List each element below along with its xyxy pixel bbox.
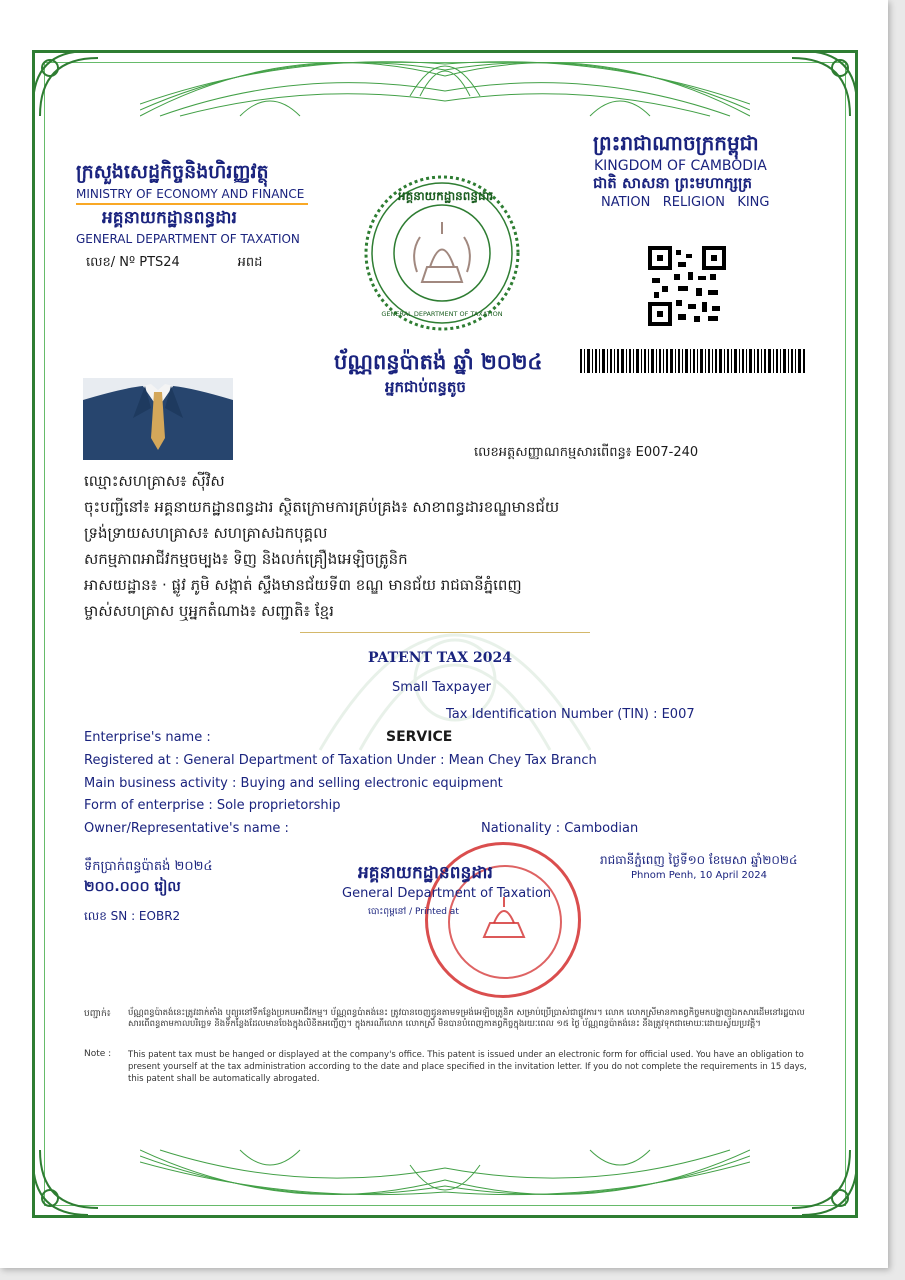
tin-km: លេខអត្តសញ្ញាណកម្មសារពើពន្ធ៖ E007-240 xyxy=(474,445,699,460)
taxpayer-photo xyxy=(83,378,233,460)
enterprise-name-value: SERVICE xyxy=(386,729,453,745)
issue-date-km: រាជធានីភ្នំពេញ ថ្ងៃទី១០ ខែមេសា ឆ្នាំ២០២៤ xyxy=(600,853,798,867)
note-text-km: ប័ណ្ណពន្ធប៉ាតង់នេះត្រូវដាក់តាំង ឬព្យួរនៅទីកន្លែងប្រកបអាជីវកម្ម។ ប័ណ្ណពន្ធប៉ាតង់នេះ ត្រូវបានចេញជូនតាមទម្រង់អេឡិចត្រូនិក សម្រាប់ប្រើប្រាស់ជាផ្លូវការ។ លោក លោកស្រីមានកាតព្វកិច្ចមកបង្ហាញឯកសារដើមនៅរដ្ឋបាលសារពើពន្ធតាមកាលបរិច្ឆេទ និងទីកន្លែងដែលមានចែងក្នុងលិខិតអញ្ជើញ។ ក្នុងករណីលោក លោកស្រី មិនបានបំពេញកាតព្វកិច្ចក្នុងរយៈពេល ១៥ ថ្ងៃ ប័ណ្ណពន្ធប៉ាតង់នេះ នឹងត្រូវទុកជាមោឃៈដោយស្វ័យប្រវត្តិ។ xyxy=(128,1008,805,1029)
bottom-ornament xyxy=(140,1140,750,1220)
corner-ornament-bottom-right xyxy=(772,1130,862,1220)
note-text-en: This patent tax must be hanged or displayed at the company's office. This patent is issued under an electronic form for official used. You have an obligation to present yourself at the tax administration according to the date and place specified in the invitation letter. If you do not complete the requirements in 15 days, this patent shall be automatically abrogated. xyxy=(128,1050,807,1084)
note-label-en: Note : xyxy=(84,1049,112,1059)
taxpayer-type-en: Small Taxpayer xyxy=(392,680,491,695)
seal-ring-bottom-text: GENERAL DEPARTMENT OF TAXATION xyxy=(381,310,503,318)
owner-label-en: Owner/Representative's name : xyxy=(84,821,289,836)
ministry-name-en: MINISTRY OF ECONOMY AND FINANCE xyxy=(76,187,305,201)
ministry-name-km: ក្រសួងសេដ្ឋកិច្ចនិងហិរញ្ញវត្ថុ xyxy=(76,161,269,183)
seal-ring-top-text: អគ្គនាយកដ្ឋានពន្ធដារ xyxy=(398,189,494,203)
top-ornament xyxy=(140,36,750,126)
address-km: អាសយដ្ឋាន៖ · ផ្លូវ ភូមិ សង្កាត់ ស្ទឹងមានជ័យទី៣ ខណ្ឌ មានជ័យ រាជធានីភ្នំពេញ xyxy=(84,576,522,594)
printed-at: បោះពុម្ពនៅ / Printed at xyxy=(368,907,459,917)
amount-value-km: ២០០.០០០ រៀល xyxy=(84,879,181,895)
corner-ornament-top-right xyxy=(772,46,862,136)
section-divider xyxy=(300,632,590,633)
amount-label-km: ទឹកប្រាក់ពន្ធប៉ាតង់ ២០២៤ xyxy=(84,859,213,874)
registered-at-km: ចុះបញ្ជីនៅ៖ អគ្គនាយកដ្ឋានពន្ធដារ ស្ថិតក្រោមការគ្រប់គ្រង៖ សាខាពន្ធដារខណ្ឌមានជ័យ xyxy=(84,498,560,516)
certificate-title-km: ប័ណ្ណពន្ធប៉ាតង់ ឆ្នាំ ២០២៤ xyxy=(334,350,543,374)
stamp-emblem-icon xyxy=(476,893,532,949)
nationality-en: Nationality : Cambodian xyxy=(481,821,639,836)
corner-ornament-bottom-left xyxy=(28,1130,118,1220)
certificate-subtitle-km: អ្នកជាប់ពន្ធតូច xyxy=(385,378,466,396)
note-label-km: បញ្ជាក់៖ xyxy=(84,1009,111,1019)
gdt-seal xyxy=(362,172,522,334)
reference-number: លេខ/ Nº PTS24 អពដ xyxy=(86,255,263,270)
patent-title-en: PATENT TAX 2024 xyxy=(368,650,512,666)
business-activity-en: Main business activity : Buying and selling electronic equipment xyxy=(84,776,503,791)
enterprise-name-label: Enterprise's name : xyxy=(84,730,211,745)
business-activity-km: សកម្មភាពអាជីវកម្មចម្បង៖ ទិញ និងលក់គ្រឿងអេឡិចត្រូនិក xyxy=(84,550,408,568)
enterprise-form-km: ទ្រង់ទ្រាយសហគ្រាស៖ សហគ្រាសឯកបុគ្គល xyxy=(84,524,328,542)
issue-date-en: Phnom Penh, 10 April 2024 xyxy=(631,870,767,881)
tin-en: Tax Identification Number (TIN) : E007 xyxy=(446,707,695,722)
issuer-name-km: អគ្គនាយកដ្ឋានពន្ធដារ xyxy=(358,863,493,883)
serial-number: លេខ SN : EOBR2 xyxy=(84,909,181,923)
issuer-name-en: General Department of Taxation xyxy=(342,886,552,901)
qr-code xyxy=(648,246,726,326)
department-name-km: អគ្គនាយកដ្ឋានពន្ធដារ xyxy=(102,208,237,228)
enterprise-form-en: Form of enterprise : Sole proprietorship xyxy=(84,798,341,813)
barcode xyxy=(580,349,806,373)
enterprise-name-km: ឈ្មោះសហគ្រាស៖ ស៊ីវិស xyxy=(84,472,225,490)
department-name-en: GENERAL DEPARTMENT OF TAXATION xyxy=(76,232,300,246)
corner-ornament-top-left xyxy=(28,46,118,136)
national-motto-en: NATION RELIGION KING xyxy=(601,195,770,210)
kingdom-name-km: ព្រះរាជាណាចក្រកម្ពុជា xyxy=(593,131,759,155)
owner-nationality-km: ម្ចាស់សហគ្រាស ឬអ្នកតំណាង៖ សញ្ជាតិ៖ ខ្មែរ xyxy=(84,602,334,620)
header-divider xyxy=(76,203,308,205)
registered-at-en: Registered at : General Department of Taxation Under : Mean Chey Tax Branch xyxy=(84,753,597,768)
kingdom-name-en: KINGDOM OF CAMBODIA xyxy=(594,158,767,174)
national-motto-km: ជាតិ សាសនា ព្រះមហាក្សត្រ xyxy=(593,174,752,192)
